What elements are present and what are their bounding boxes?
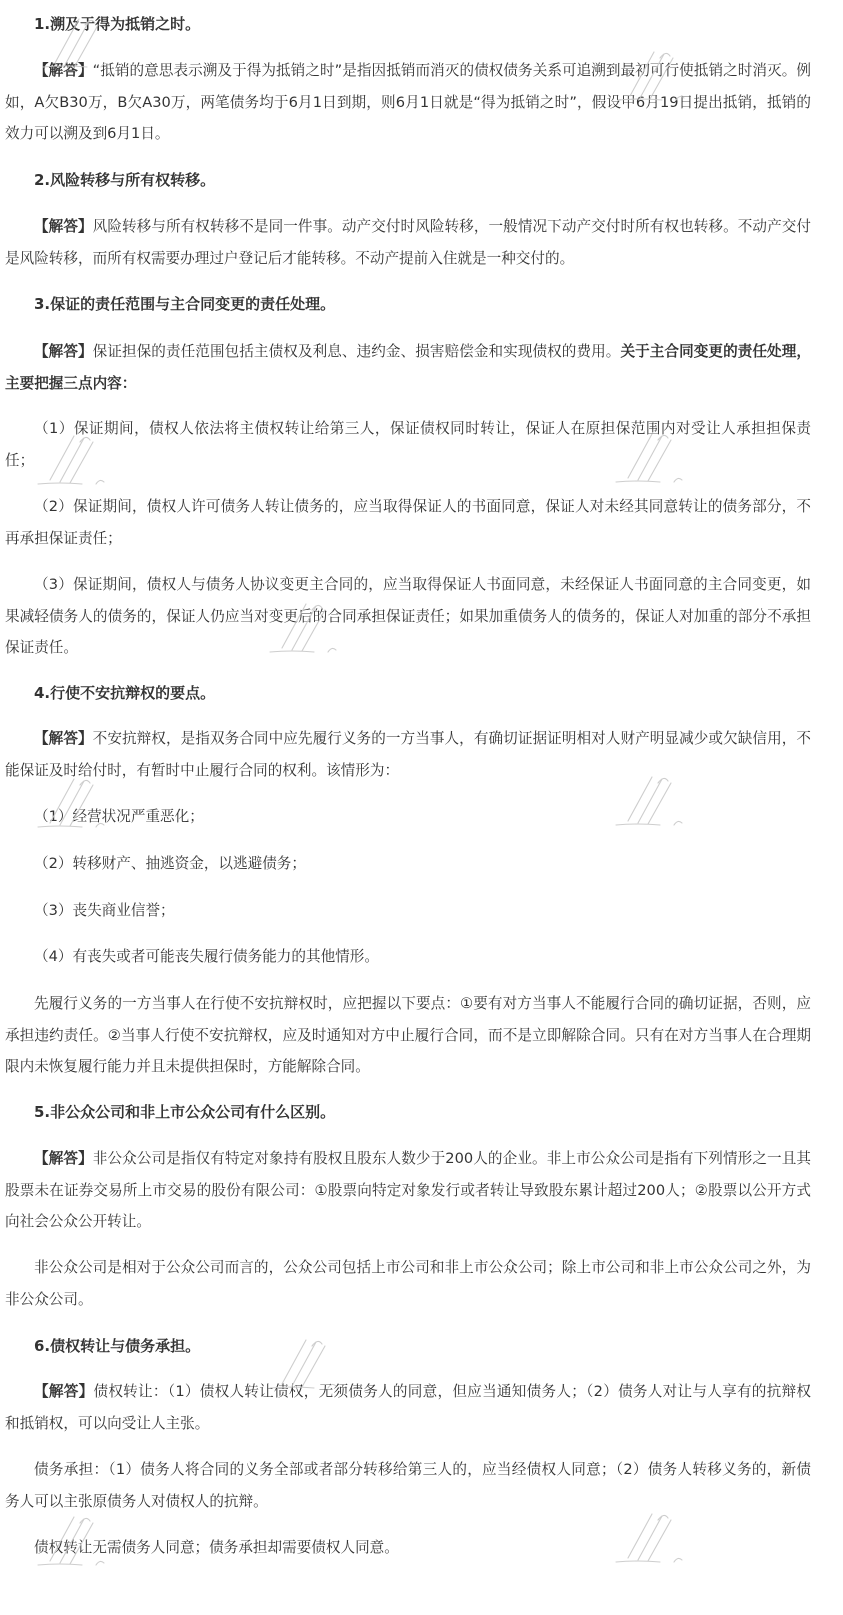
section-5-answer (5, 1143, 811, 1238)
watermark-pen-icon (608, 420, 708, 490)
section-2-answer-text: 风险转移与所有权转移不是同一件事。动产交付时风险转移，一般情况下动产交付时所有权也转移。不动产交付是风险转移，而所有权需要办理过户登记后才能转移。不动产提前入住就是一种交付的。 (5, 218, 811, 267)
watermark-pen-icon (608, 763, 708, 833)
section-3-item-1: （1）保证期间，债权人依法将主债权转让给第三人，保证债权同时转让，保证人在原担保范围内对受让人承担担保责任； (5, 420, 811, 469)
section-1-answer-text: “抵销的意思表示溯及于得为抵销之时”是指因抵销而消灭的债权债务关系可追溯到最初可行使抵销之时消灭。例如，A欠B30万，B欠A30万，两笔债务均于6月1日到期，则6月1日就是“得为抵销之时”，假设甲6月19日提出抵销，抵销的效力可以溯及到6月1日。 (5, 62, 811, 142)
section-3-answer (5, 336, 811, 399)
answer-label: 【解答】 (34, 1150, 93, 1167)
section-5-title: 5.非公众公司和非上市公众公司有什么区别。 (34, 1103, 336, 1121)
section-4-answer-text: 不安抗辩权，是指双务合同中应先履行义务的一方当事人，有确切证据证明相对人财产明显减少或欠缺信用，不能保证及时给付时，有暂时中止履行合同的权利。该情形为： (5, 730, 811, 779)
section-3-item-2: （2）保证期间，债权人许可债务人转让债务的，应当取得保证人的书面同意，保证人对未经其同意转让的债务部分，不再承担保证责任； (5, 498, 811, 547)
section-4-item-2: （2）转移财产、抽逃资金，以逃避债务； (34, 855, 306, 872)
section-5-answer-text: 非公众公司是指仅有特定对象持有股权且股东人数少于200人的企业。非上市公众公司是指有下列情形之一且其股票未在证券交易所上市交易的股份有限公司：①股票向特定对象发行或者转让导致股东累计超过200人；②股票以公开方式向社会公众公开转让。 (5, 1150, 811, 1230)
answer-label: 【解答】 (34, 218, 93, 235)
watermark-pen-icon (262, 590, 362, 660)
answer-label: 【解答】 (34, 730, 93, 747)
section-4-title: 4.行使不安抗辩权的要点。 (34, 684, 216, 702)
section-6-debt-assumption: 债务承担：（1）债务人将合同的义务全部或者部分转移给第三人的，应当经债权人同意；（2）债务人转移义务的，新债务人可以主张原债务人对债权人的抗辩。 (5, 1461, 811, 1510)
section-6-title: 6.债权转让与债务承担。 (34, 1337, 201, 1355)
watermark-pen-icon (262, 1326, 362, 1396)
answer-label: 【解答】 (34, 343, 93, 360)
section-6-answer-text: 债权转让：（1）债权人转让债权，无须债务人的同意，但应当通知债务人；（2）债务人对让与人享有的抗辩权和抵销权，可以向受让人主张。 (5, 1383, 811, 1432)
watermark-pen-icon (30, 422, 130, 492)
watermark-pen-icon (30, 1503, 130, 1573)
section-2-answer (5, 211, 811, 274)
section-4-item-4: （4）有丧失或者可能丧失履行债务能力的其他情形。 (34, 948, 379, 965)
watermark-pen-icon (35, 5, 135, 75)
section-3-answer-bold: 关于主合同变更的责任处理，主要把握三点内容： (5, 343, 811, 392)
watermark-pen-icon (608, 1500, 708, 1570)
section-4-summary: 先履行义务的一方当事人在行使不安抗辩权时，应把握以下要点：①要有对方当事人不能履行合同的确切证据，否则，应承担违约责任。②当事人行使不安抗辩权，应及时通知对方中止履行合同，而不是立即解除合同。只有在对方当事人在合理期限内未恢复履行能力并且未提供担保时，方能解除合同。 (5, 995, 811, 1075)
section-6-conclusion: 债权转让无需债务人同意；债务承担却需要债权人同意。 (34, 1539, 399, 1556)
section-4-item-1: （1）经营状况严重恶化； (34, 808, 204, 825)
section-2-title: 2.风险转移与所有权转移。 (34, 171, 216, 189)
section-3-answer-text: 保证担保的责任范围包括主债权及利息、违约金、损害赔偿金和实现债权的费用。 (92, 343, 621, 360)
answer-label: 【解答】 (34, 62, 93, 79)
section-1-title: 1.溯及于得为抵销之时。 (34, 15, 201, 33)
watermark-pen-icon (610, 38, 710, 108)
section-5-note: 非公众公司是相对于公众公司而言的，公众公司包括上市公司和非上市公众公司；除上市公司和非上市公众公司之外，为非公众公司。 (5, 1259, 811, 1308)
watermark-pen-icon (30, 765, 130, 835)
answer-label: 【解答】 (34, 1383, 94, 1400)
section-3-title: 3.保证的责任范围与主合同变更的责任处理。 (34, 295, 336, 313)
section-4-item-3: （3）丧失商业信誉； (34, 902, 175, 919)
section-3-item-3: （3）保证期间，债权人与债务人协议变更主合同的，应当取得保证人书面同意，未经保证人书面同意的主合同变更，如果减轻债务人的债务的，保证人仍应当对变更后的合同承担保证责任；如果加重债务人的债务的，保证人对加重的部分不承担保证责任。 (5, 576, 811, 656)
section-6-answer (5, 1376, 811, 1439)
